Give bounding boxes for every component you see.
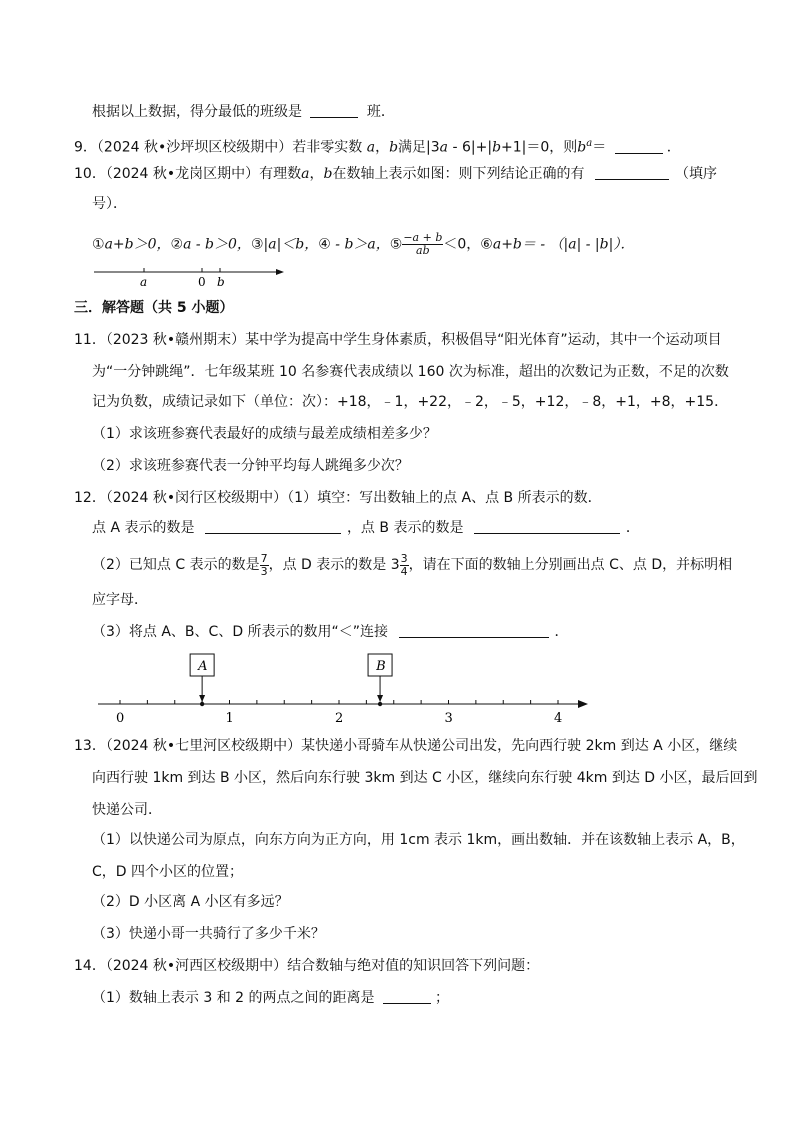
- q13-text1: 某快递小哥骑车从快递公司出发，先向西行驶 2km 到达 A 小区，继续: [301, 738, 738, 754]
- q14-line1: [74, 956, 539, 976]
- q13-line1: [74, 736, 737, 756]
- q12-mixed-whole: 3: [390, 557, 400, 573]
- q8-tail-text: 根据以上数据，得分最低的班级是: [92, 104, 302, 120]
- q11-number: 11．: [74, 332, 106, 348]
- q10-after: （填序: [674, 166, 717, 182]
- q12-mixed-num: 3: [400, 551, 408, 565]
- q12-fraction-c: [260, 553, 269, 578]
- q10-opt5-fraction: [402, 232, 443, 257]
- q12-axis-arrow: [578, 700, 588, 708]
- q12-number-line: [90, 650, 600, 730]
- q12-box-a-label: A: [198, 659, 208, 674]
- q14-sub1-end: ；: [434, 990, 449, 1006]
- q10-line1: [74, 164, 717, 184]
- q12-line2: [92, 518, 640, 538]
- q10-opt4: - b＞a，: [330, 236, 390, 253]
- q14-sub1-text: （1）数轴上表示 3 和 2 的两点之间的距离是: [92, 990, 375, 1006]
- q9-text4: +1|＝0，则: [501, 139, 578, 156]
- q10-sep: ，: [309, 166, 324, 182]
- q8-tail-after: 班．: [366, 104, 395, 120]
- q10-label-a: a: [140, 275, 148, 289]
- q12-mixed-fraction: [400, 553, 409, 578]
- section-3-heading: 三．解答题（共 5 小题）: [74, 300, 234, 316]
- q10-opt2-mark: ②: [170, 236, 184, 253]
- q12-line4: 应字母．: [92, 592, 148, 608]
- q9-sep1: ，: [375, 139, 390, 156]
- q10-number: 10．: [74, 166, 106, 182]
- q9-sup-a: a: [586, 138, 593, 149]
- q10-opt6-mark: ⑥: [480, 236, 493, 253]
- q12-tick-label: 3: [444, 711, 453, 726]
- q10-source: （2024 秋•龙岗区期中）: [105, 166, 260, 182]
- q10-var-b: b: [323, 166, 333, 182]
- q12-point-b: [368, 654, 392, 706]
- q11-line1: [74, 330, 722, 350]
- q12-text1: （1）填空：写出数轴上的点 A、点 B 所表示的数．: [287, 490, 602, 506]
- q12-point-b-label: ，点 B 表示的数是: [346, 520, 464, 536]
- q10-opt2: a - b＞0，: [183, 236, 251, 253]
- q13-number: 13．: [74, 738, 106, 754]
- q9-var-a2: a: [439, 139, 449, 156]
- q8-tail-line: [92, 102, 395, 122]
- q12-line5: [92, 622, 569, 642]
- q8-answer-blank[interactable]: [310, 103, 358, 118]
- q9-var-a: a: [366, 139, 376, 156]
- q9-var-b: b: [389, 139, 399, 156]
- q12-point-a: [190, 654, 214, 706]
- q10-answer-blank[interactable]: [595, 165, 669, 180]
- q9-var-b3: b: [577, 139, 587, 156]
- q9-line: [74, 134, 681, 158]
- q14-text: 结合数轴与绝对值的知识回答下列问题：: [287, 958, 540, 974]
- q12-tick-label: 2: [335, 711, 344, 726]
- q11-sub1: （1）求该班参赛代表最好的成绩与最差成绩相差多少？: [92, 426, 437, 442]
- q12-line5-text: （3）将点 A、B、C、D 所表示的数用“＜”连接: [92, 624, 389, 640]
- q10-axis-arrow: [276, 269, 284, 275]
- q9-text1: 若非零实数: [292, 139, 363, 156]
- q12-line3-a: （2）已知点 C 表示的数是: [92, 557, 260, 573]
- q12-blank-a[interactable]: [205, 519, 341, 534]
- q10-text1: 有理数: [259, 166, 302, 182]
- q9-answer-blank[interactable]: [615, 139, 663, 154]
- q12-ticks: [120, 700, 558, 704]
- q10-text2: 在数轴上表示如图：则下列结论正确的有: [332, 166, 585, 182]
- q12-mixed-den: 4: [400, 564, 408, 578]
- q9-var-b2: b: [492, 139, 502, 156]
- q10-opt4-mark: ④: [318, 236, 331, 253]
- q10-opt6: a+b＝ - （|a| - |b|）．: [492, 236, 635, 253]
- q13-sub3: （3）快递小哥一共骑行了多少千米？: [92, 926, 325, 942]
- q12-arrowhead-a: [199, 695, 205, 702]
- q12-number: 12．: [74, 490, 106, 506]
- q12-tick-label: 0: [116, 711, 125, 726]
- q12-frac-c-den: 3: [260, 564, 268, 578]
- q9-text2: 满足|3: [398, 139, 440, 156]
- q11-sub2: （2）求该班参赛代表一分钟平均每人跳绳多少次？: [92, 458, 409, 474]
- q12-arrowhead-b: [377, 695, 383, 702]
- q13-sub1b: C，D 四个小区的位置；: [92, 864, 244, 880]
- q12-order-blank[interactable]: [399, 623, 549, 638]
- q14-source: （2024 秋•河西区校级期中）: [105, 958, 288, 974]
- q10-var-a: a: [301, 166, 310, 182]
- q12-tick-labels: [116, 711, 562, 726]
- q10-line2: 号）．: [92, 196, 127, 212]
- q10-opt5-den: ab: [416, 244, 430, 257]
- q9-text3: - 6|+|: [448, 139, 493, 156]
- q10-opt1: a+b＞0，: [104, 236, 171, 253]
- q13-line2: 向西行驶 1km 到达 B 小区，然后向东行驶 3km 到达 C 小区，继续向东行驶 4km 到达 D 小区，最后回到: [92, 770, 758, 786]
- q11-source: （2023 秋•赣州期末）: [105, 332, 246, 348]
- q12-line1: [74, 488, 602, 508]
- q10-options: [92, 232, 634, 257]
- q10-opt3: |a|＜b，: [263, 236, 319, 253]
- q13-sub1a: （1）以快递公司为原点，向东方向为正方向，用 1cm 表示 1km，画出数轴．并在该数轴上表示 A，B，: [92, 832, 745, 848]
- q11-line2: 为“一分钟跳绳”．七年级某班 10 名参赛代表成绩以 160 次为标准，超出的次数记为正数，不足的次数: [92, 364, 729, 380]
- q9-source: （2024 秋•沙坪坝区校级期中）: [96, 139, 293, 156]
- q12-line3-c: ，请在下面的数轴上分别画出点 C、点 D，并标明相: [408, 557, 733, 573]
- q10-label-b: b: [217, 275, 225, 289]
- q12-tick-label: 4: [554, 711, 563, 726]
- q9-text5: ＝: [592, 139, 607, 156]
- q10-label-0: 0: [198, 275, 206, 289]
- q12-dot-b: [378, 702, 382, 706]
- q9-end: ．: [666, 139, 681, 156]
- q14-number: 14．: [74, 958, 106, 974]
- q10-opt5-num: −a + b: [403, 231, 443, 244]
- q12-blank-b[interactable]: [474, 519, 620, 534]
- q12-line3: [92, 552, 732, 578]
- q12-tick-label: 1: [225, 711, 234, 726]
- q13-sub2: （2）D 小区离 A 小区有多远？: [92, 894, 289, 910]
- q12-mixed-d: [391, 552, 409, 578]
- q12-frac-c-num: 7: [260, 551, 268, 565]
- q10-opt1-mark: ①: [92, 236, 105, 253]
- q10-opt5: ＜0，: [443, 236, 481, 253]
- q12-dot-a: [200, 702, 204, 706]
- q11-text1: 某中学为提高中学生身体素质，积极倡导“阳光体育”运动，其中一个运动项目: [245, 332, 722, 348]
- q9-number: 9．: [74, 139, 97, 156]
- q13-line3: 快递公司．: [92, 802, 162, 818]
- q14-sub1: [92, 988, 449, 1008]
- q12-point-a-label: 点 A 表示的数是: [92, 520, 195, 536]
- q12-line2-end: ．: [625, 520, 640, 536]
- q14-answer-blank[interactable]: [383, 989, 431, 1004]
- q12-line3-b: ，点 D 表示的数是: [268, 557, 387, 573]
- q13-source: （2024 秋•七里河区校级期中）: [105, 738, 302, 754]
- q12-source: （2024 秋•闵行区校级期中）: [105, 490, 288, 506]
- q10-opt5-mark: ⑤: [389, 236, 403, 253]
- q11-line3: 记为负数，成绩记录如下（单位：次）：+18，﹣1，+22，﹣2，﹣5，+12，﹣8，+1，+8，+15．: [92, 394, 729, 410]
- q12-line5-end: ．: [554, 624, 569, 640]
- q12-box-b-label: B: [376, 659, 386, 674]
- q10-number-line: [90, 260, 290, 290]
- q10-opt3-mark: ③: [250, 236, 264, 253]
